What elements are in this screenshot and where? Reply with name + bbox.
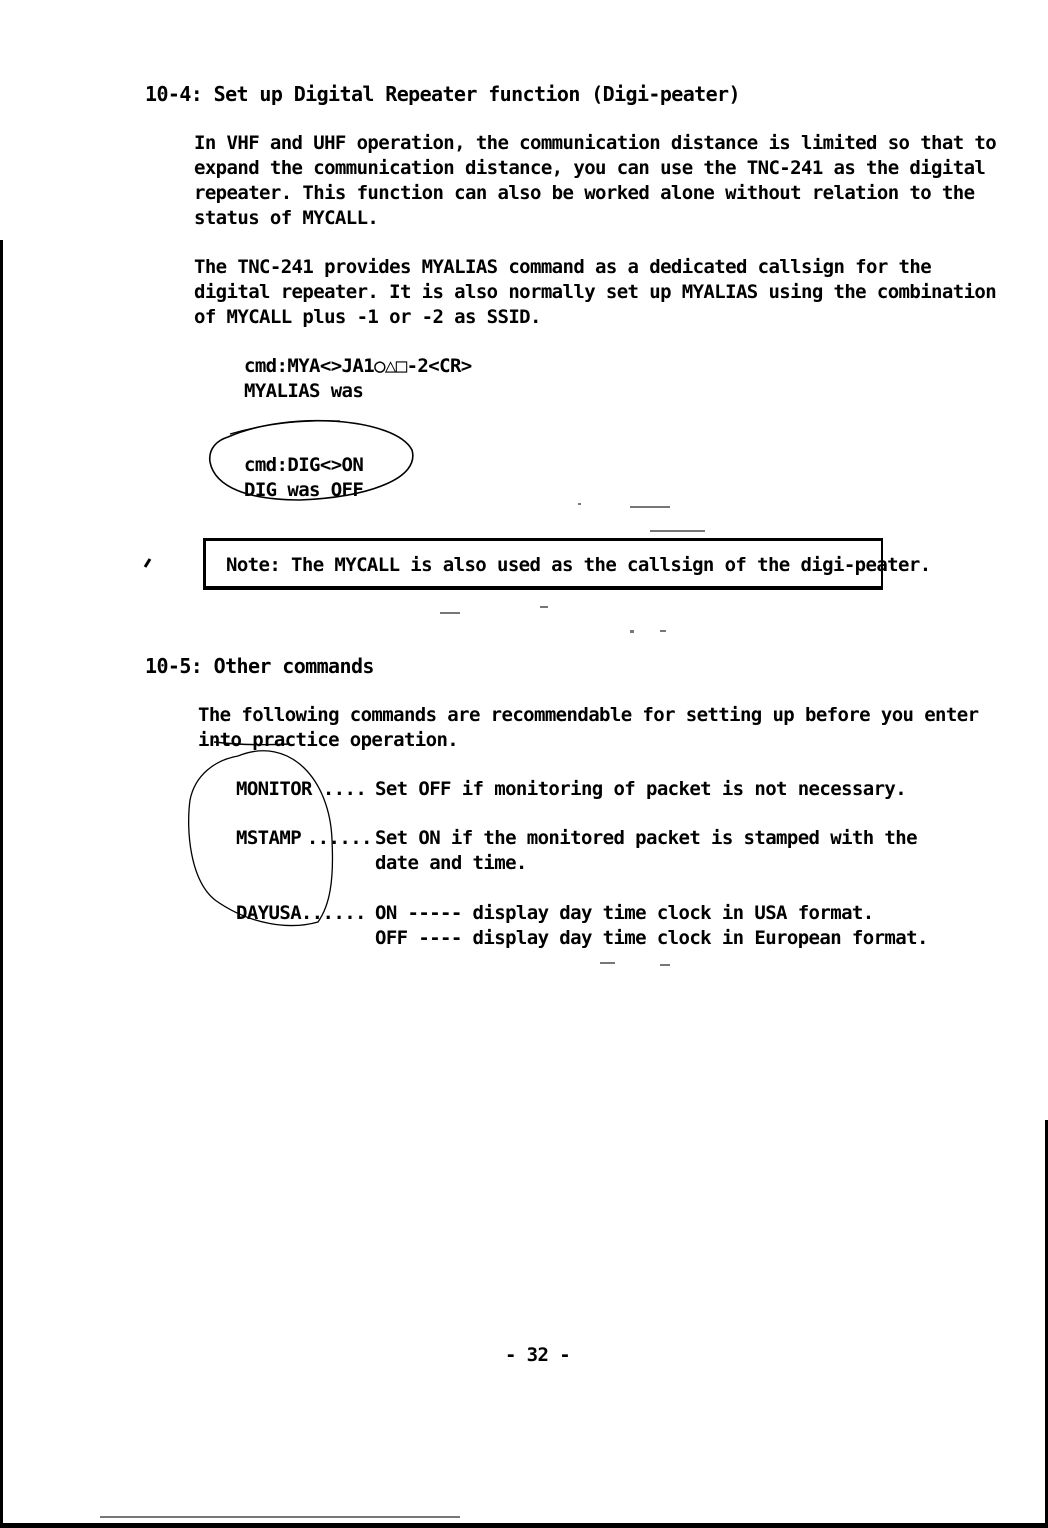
bullet-mark <box>145 559 150 567</box>
command-dots-monitor: .... <box>312 778 378 800</box>
para2-line-1: The TNC-241 provides MYALIAS command as a dedicated callsign for the <box>194 256 932 278</box>
note-text: Note: The MYCALL is also used as the callsign of the digi-peater. <box>226 554 931 576</box>
para1-line-3: repeater. This function can also be worked alone without relation to the <box>194 182 975 204</box>
command-dots-mstamp: ...... <box>296 827 383 849</box>
page-number: - 32 - <box>505 1344 571 1366</box>
scan-edge-left <box>0 240 3 1528</box>
para1-line-2: expand the communication distance, you can use the TNC-241 as the digital <box>194 157 986 179</box>
command-desc-mstamp-line-1: Set ON if the monitored packet is stamped with the <box>375 827 917 849</box>
code-mya-line-2: MYALIAS was <box>244 380 364 402</box>
command-desc-mstamp-line-2: date and time. <box>375 852 527 874</box>
command-desc-dayusa-line-1: ON ----- display day time clock in USA format. <box>375 902 874 924</box>
scan-edge-bottom <box>0 1523 1048 1528</box>
intro-line-1: The following commands are recommendable for setting up before you enter <box>198 704 979 726</box>
command-desc-dayusa-line-2: OFF ---- display day time clock in European format. <box>375 927 928 949</box>
handdrawn-stroke-dig-top <box>230 421 340 434</box>
command-name-mstamp: MSTAMP <box>236 827 302 849</box>
para1-line-1: In VHF and UHF operation, the communication distance is limited so that to <box>194 132 997 154</box>
command-desc-monitor: Set OFF if monitoring of packet is not necessary. <box>375 778 907 800</box>
code-mya-line-1: cmd:MYA<>JA1○△□-2<CR> <box>244 355 472 377</box>
command-name-monitor: MONITOR <box>236 778 312 800</box>
command-dots-dayusa: ...... <box>290 902 377 924</box>
para2-line-2: digital repeater. It is also normally set up MYALIAS using the combination <box>194 281 997 303</box>
command-name-dayusa: DAYUSA <box>236 902 302 924</box>
code-dig-line-2: DIG was OFF <box>244 479 364 501</box>
note-box <box>203 538 931 590</box>
para2-line-3: of MYCALL plus -1 or -2 as SSID. <box>194 306 541 328</box>
para1-line-4: status of MYCALL. <box>194 207 379 229</box>
code-dig-line-1: cmd:DIG<>ON <box>244 454 364 476</box>
section-heading-10-5: 10-5: Other commands <box>145 654 374 678</box>
intro-line-2: into practice operation. <box>198 729 459 751</box>
section-heading-10-4: 10-4: Set up Digital Repeater function (Digi-peater) <box>145 82 740 106</box>
